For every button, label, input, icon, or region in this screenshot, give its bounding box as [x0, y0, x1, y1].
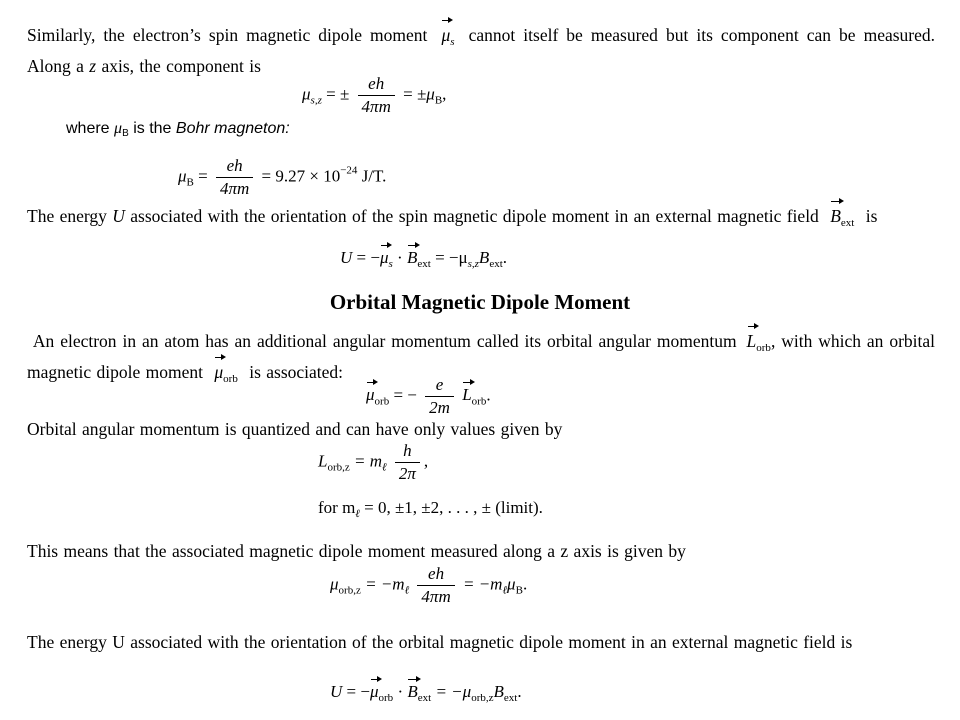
spin-moment-symbol: $\mu_s$: [441, 25, 455, 48]
orbital-z-component-equation: $\mu_{orb,z} = -m_\ell$ $\frac{eh}{4\pi m}$ = $-m_\ell\mu_B$.: [330, 564, 528, 606]
spin-energy-paragraph: The energy U associated with the orientation of the spin magnetic dipole moment in an external magnetic field $B_{ext}$ is: [27, 204, 935, 235]
z-component-paragraph: This means that the associated magnetic dipole moment measured along a z axis is given by: [27, 541, 686, 561]
text: z: [89, 56, 97, 76]
section-heading: Orbital Magnetic Dipole Moment: [329, 290, 631, 314]
orbital-energy-equation: $U = -\mu_{orb} \cdot B_{ext} = -\mu_{orb,z}B_{ext}$.: [330, 682, 522, 704]
quantum-number-range: for $m_\ell = 0$, ±1, ±2, . . . , ± (limit).: [318, 498, 543, 520]
text: cannot itself be measured but its component can be measured. Along a: [27, 25, 936, 76]
orbital-quantization-equation: $L_{orb,z} = m_\ell$ $\frac{h}{2\pi}$ ,: [318, 441, 429, 483]
quantization-paragraph: Orbital angular momentum is quantized and can have only values given by: [27, 419, 563, 439]
orbital-momentum-symbol: $L_{orb}$: [746, 331, 771, 354]
external-field-symbol: $B_{ext}$: [830, 206, 855, 229]
spin-energy-equation: $U = -\mu_s \cdot B_{ext} = -\mu_{s,z}B_{ext}$.: [340, 248, 508, 270]
spin-dipole-paragraph: [27, 23, 935, 78]
orbital-energy-paragraph: The energy U associated with the orientation of the orbital magnetic dipole moment in an external magnetic field is: [27, 632, 853, 652]
orbital-moment-equation: $\mu_{orb}$ = − $\frac{e}{2m}$ $L_{orb}$.: [366, 375, 491, 417]
spin-component-equation: $\mu_{s,z}$ = ± $\frac{eh}{4\pi m}$ = $\pm\mu_B$,: [302, 74, 447, 116]
orbital-momentum-paragraph: An electron in an atom has an additional angular momentum called its orbital angular momentum $L_{orb}$, with which an orbital magnetic dipole moment $\mu_{orb}$ is associated:: [27, 329, 935, 391]
bohr-magneton-intro: where μB is the Bohr magneton:: [66, 120, 290, 139]
orbital-moment-symbol: $\mu_{orb}$: [214, 362, 238, 385]
text: Similarly, the electron’s spin magnetic dipole moment: [27, 25, 428, 45]
text: axis, the component is: [101, 56, 261, 76]
bohr-magneton-equation: $\mu_B$ = $\frac{eh}{4\pi m}$ = $9.27 \times 10^{-24}$ J/T.: [178, 156, 387, 198]
